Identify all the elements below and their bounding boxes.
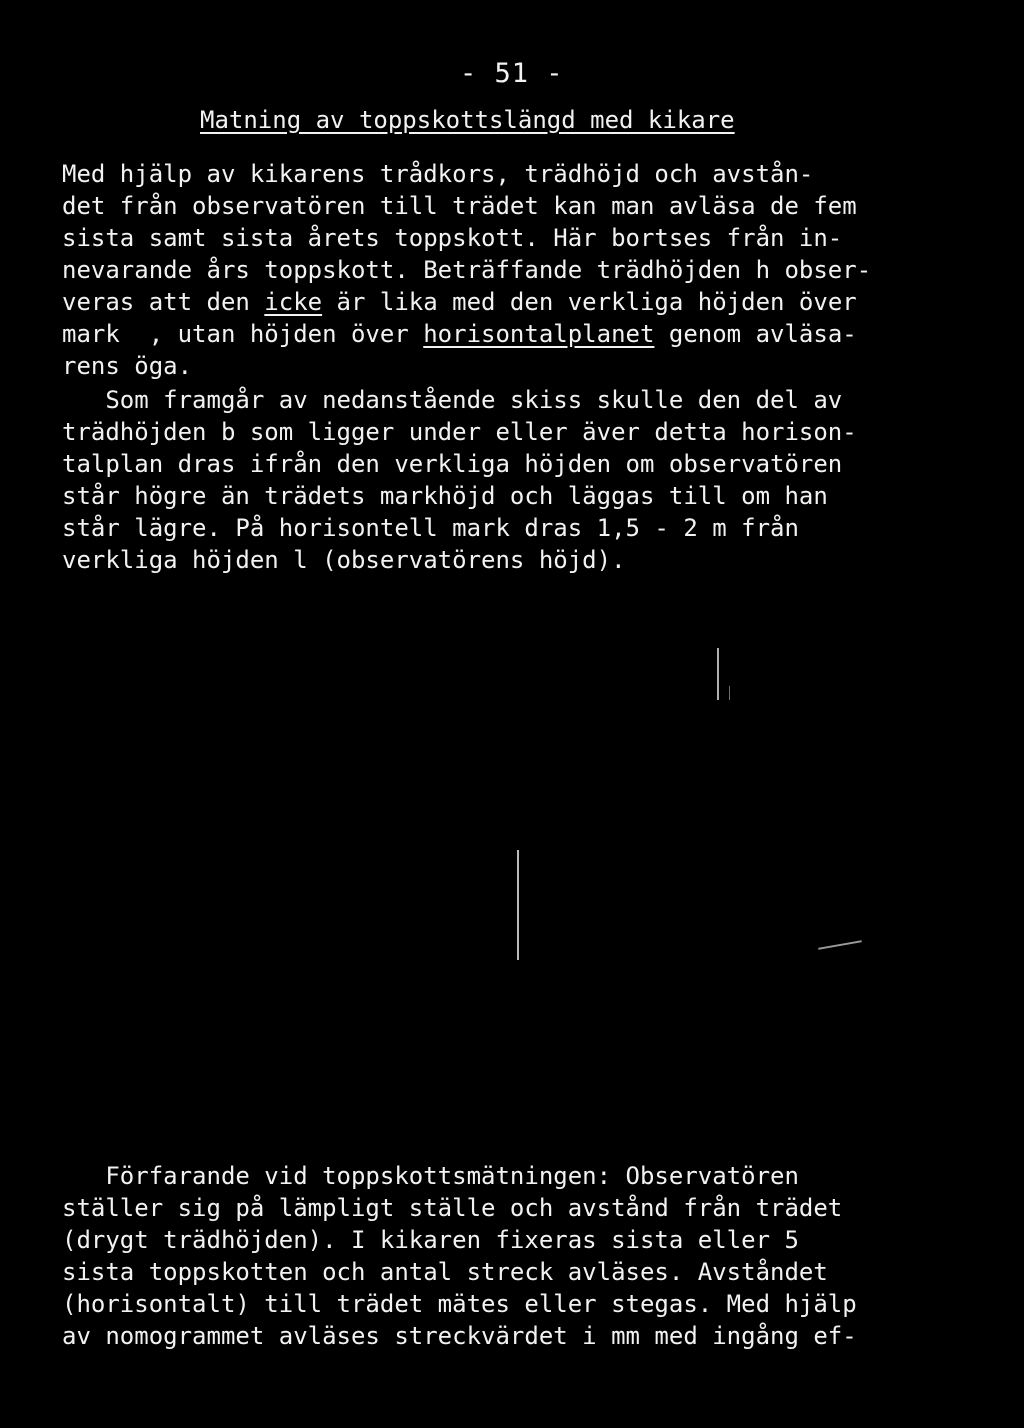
text-line: det från observatören till trädet kan man avläsa de fem — [62, 192, 857, 220]
text-line: av nomogrammet avläses streckvärdet i mm med ingång ef- — [62, 1322, 857, 1350]
paragraph-procedure — [62, 1160, 857, 1352]
text-line: Med hjälp av kikarens trådkors, trädhöjd och avstån- — [62, 160, 814, 188]
paragraph-tree-height — [62, 158, 871, 382]
text-line: nevarande års toppskott. Beträffande trädhöjden h obser- — [62, 256, 872, 284]
text-line: talplan dras ifrån den verkliga höjden om observatören — [62, 450, 843, 478]
underlined-word: horisontalplanet — [423, 320, 655, 348]
underlined-word: icke — [264, 288, 323, 316]
text-line — [62, 286, 871, 318]
text-line: (horisontalt) till trädet mätes eller stegas. Med hjälp — [62, 1290, 857, 1318]
text-segment: veras att den — [62, 288, 265, 316]
sketch-horizon-line — [818, 940, 862, 950]
section-heading: Matning av toppskottslängd med kikare — [200, 106, 735, 134]
text-line — [62, 318, 871, 350]
text-line: sista toppskotten och antal streck avläses. Avståndet — [62, 1258, 828, 1286]
sketch-dot-mark — [729, 686, 730, 700]
text-line: (drygt trädhöjden). I kikaren fixeras sista eller 5 — [62, 1226, 799, 1254]
text-segment: genom avläsa- — [654, 320, 857, 348]
text-line: rens öga. — [62, 352, 193, 380]
text-line: sista samt sista årets toppskott. Här bortses från in- — [62, 224, 843, 252]
text-line: står högre än trädets markhöjd och läggas till om han — [62, 482, 828, 510]
text-line: trädhöjden b som ligger under eller äver detta horison- — [62, 418, 857, 446]
text-line: Som framgår av nedanstående skiss skulle den del av — [62, 386, 843, 414]
sketch-tree-trunk — [517, 850, 519, 960]
page-number: - 51 - — [460, 58, 564, 89]
text-line: verkliga höjden l (observatörens höjd). — [62, 546, 626, 574]
text-line: ställer sig på lämpligt ställe och avstånd från trädet — [62, 1194, 843, 1222]
paragraph-sketch-explanation — [62, 384, 857, 576]
text-segment: är lika med den verkliga höjden över — [322, 288, 857, 316]
text-segment: mark , utan höjden över — [62, 320, 424, 348]
sketch-tree-top-mark — [717, 648, 719, 700]
text-line: står lägre. På horisontell mark dras 1,5 - 2 m från — [62, 514, 799, 542]
text-line: Förfarande vid toppskottsmätningen: Observatören — [62, 1162, 799, 1190]
